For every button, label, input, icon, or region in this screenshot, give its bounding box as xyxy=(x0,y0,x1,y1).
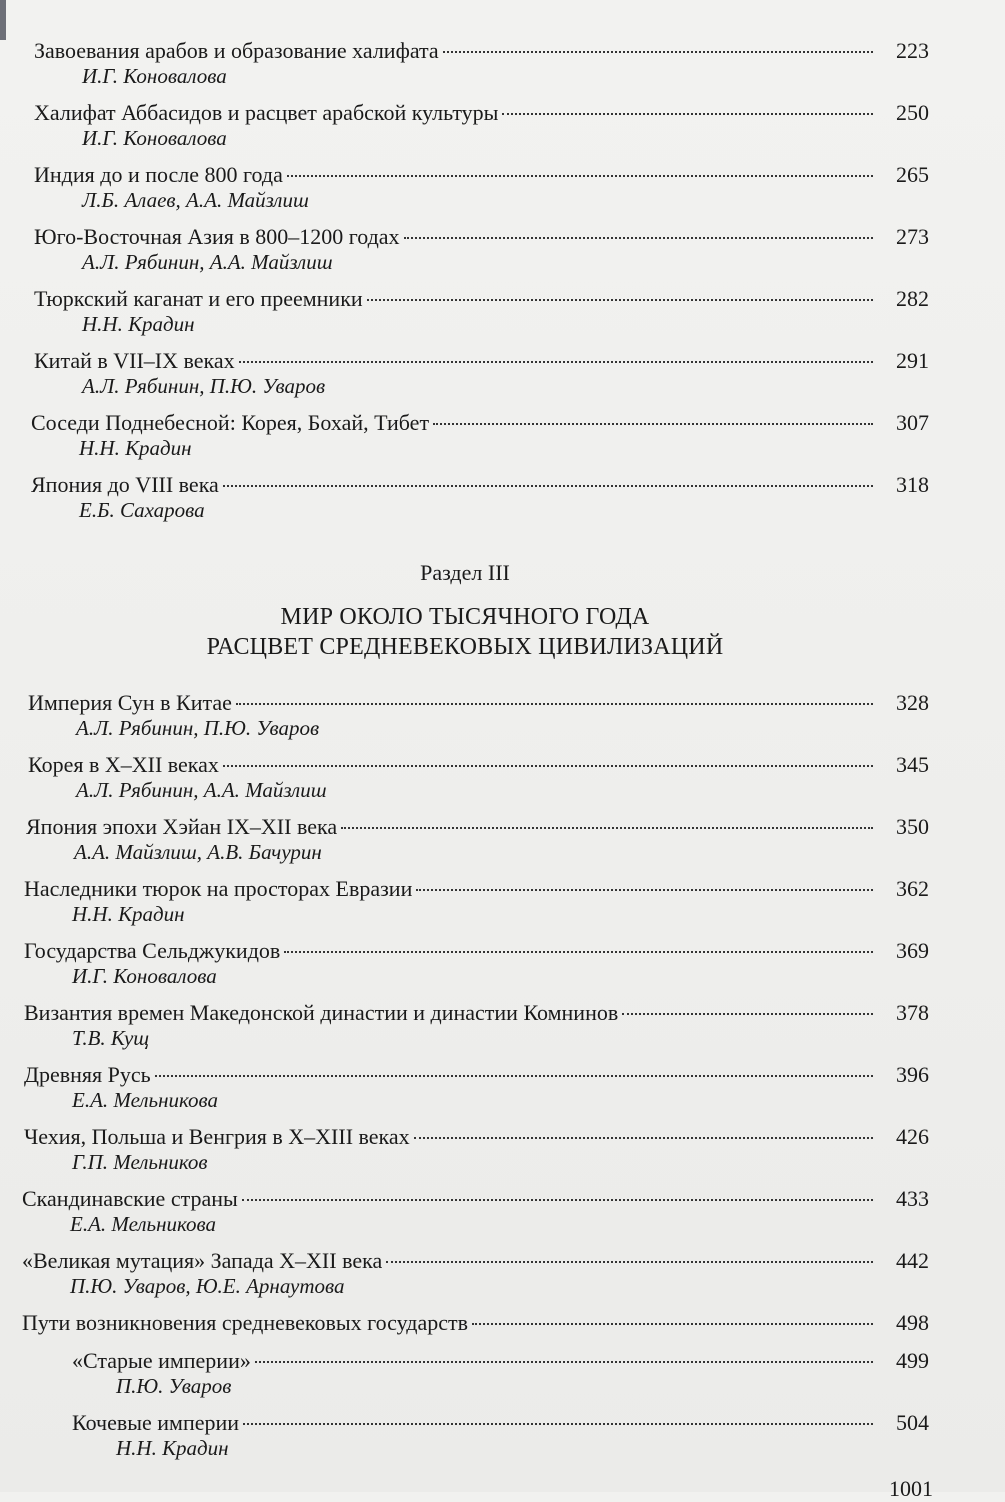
toc-page-number: 282 xyxy=(896,286,929,311)
dot-leader xyxy=(367,299,873,301)
dot-leader xyxy=(284,951,873,953)
dot-leader xyxy=(243,1423,873,1425)
toc-page-number: 396 xyxy=(896,1062,929,1087)
toc-page-number: 328 xyxy=(896,690,929,715)
toc-entry-author: Т.В. Кущ xyxy=(72,1026,150,1050)
toc-entry xyxy=(24,1124,929,1175)
toc-entry xyxy=(24,1062,929,1113)
dot-leader xyxy=(386,1261,873,1263)
toc-page-number: 273 xyxy=(896,224,929,249)
toc-page-number: 362 xyxy=(896,876,929,901)
toc-entry-author: Н.Н. Крадин xyxy=(72,902,185,926)
toc-page-number: 498 xyxy=(896,1310,929,1335)
dot-leader xyxy=(416,889,873,891)
toc-entry-title: Китай в VII–IX веках xyxy=(34,348,235,373)
toc-entry-title: Юго-Восточная Азия в 800–1200 годах xyxy=(34,224,400,249)
toc-entry-title: Империя Сун в Китае xyxy=(28,690,232,715)
section-label: Раздел III xyxy=(420,560,510,585)
toc-entry-title: Соседи Поднебесной: Корея, Бохай, Тибет xyxy=(31,410,430,435)
toc-entry-author: Л.Б. Алаев, А.А. Майзлиш xyxy=(82,188,309,212)
toc-page-number: 369 xyxy=(896,938,929,963)
toc-page-number: 378 xyxy=(896,1000,929,1025)
section-heading xyxy=(0,560,930,662)
toc-entry xyxy=(24,938,929,989)
toc-entry-author: А.Л. Рябинин, А.А. Майзлиш xyxy=(82,250,333,274)
toc-entry-author: И.Г. Коновалова xyxy=(82,64,227,88)
toc-entry-author: А.А. Майзлиш, А.В. Бачурин xyxy=(74,840,322,864)
dot-leader xyxy=(622,1013,873,1015)
section-title-line-2: РАСЦВЕТ СРЕДНЕВЕКОВЫХ ЦИВИЛИЗАЦИЙ xyxy=(206,634,724,660)
dot-leader xyxy=(443,51,873,53)
toc-entry xyxy=(22,1186,929,1237)
toc-entry xyxy=(34,38,929,89)
toc-entry-title: Япония до VIII века xyxy=(31,472,219,497)
toc-entry xyxy=(34,348,929,399)
dot-leader xyxy=(242,1199,873,1201)
toc-subentry xyxy=(72,1410,929,1461)
toc-entry xyxy=(31,410,929,461)
book-spine-edge xyxy=(0,0,6,40)
toc-page-number: 318 xyxy=(896,472,929,497)
toc-entry xyxy=(34,224,929,275)
toc-entry-author: Н.Н. Крадин xyxy=(79,436,192,460)
toc-entry-title: Индия до и после 800 года xyxy=(34,162,283,187)
toc-entry-author: Г.П. Мельников xyxy=(72,1150,208,1174)
toc-entry xyxy=(34,162,929,213)
dot-leader xyxy=(239,361,873,363)
toc-page-number: 426 xyxy=(896,1124,929,1149)
dot-leader xyxy=(502,113,873,115)
dot-leader xyxy=(236,703,873,705)
toc-page-number: 265 xyxy=(896,162,929,187)
toc-page-number: 223 xyxy=(896,38,929,63)
dot-leader xyxy=(414,1137,873,1139)
toc-entry-author: Е.Б. Сахарова xyxy=(79,498,205,522)
toc-entry-author: А.Л. Рябинин, А.А. Майзлиш xyxy=(76,778,327,802)
dot-leader xyxy=(223,485,873,487)
toc-page-number: 350 xyxy=(896,814,929,839)
page-number: 1001 xyxy=(889,1476,933,1501)
toc-page-number: 442 xyxy=(896,1248,929,1273)
toc-entry-title: Наследники тюрок на просторах Евразии xyxy=(24,876,413,901)
toc-entry-title: Тюркский каганат и его преемники xyxy=(34,286,363,311)
toc-subentry xyxy=(72,1348,929,1399)
toc-page-number: 499 xyxy=(896,1348,929,1373)
dot-leader xyxy=(404,237,873,239)
toc-entry-title: «Великая мутация» Запада X–XII века xyxy=(22,1248,383,1273)
toc-entry xyxy=(22,1310,929,1336)
toc-page-number: 291 xyxy=(896,348,929,373)
toc-entry xyxy=(34,286,929,337)
toc-entry xyxy=(28,752,929,803)
toc-entry-author: П.Ю. Уваров, Ю.Е. Арнаутова xyxy=(70,1274,345,1298)
toc-entry-title: Халифат Аббасидов и расцвет арабской культуры xyxy=(34,100,499,125)
toc-entry xyxy=(22,1248,929,1299)
dot-leader xyxy=(287,175,873,177)
toc-page-number: 345 xyxy=(896,752,929,777)
dot-leader xyxy=(433,423,873,425)
toc-page-number: 250 xyxy=(896,100,929,125)
toc-entry xyxy=(24,1000,929,1051)
toc-entry xyxy=(31,472,929,523)
toc-entry-author: И.Г. Коновалова xyxy=(72,964,217,988)
dot-leader xyxy=(472,1323,873,1325)
toc-entry-title: Кочевые империи xyxy=(72,1410,240,1435)
toc-entry-author: А.Л. Рябинин, П.Ю. Уваров xyxy=(82,374,326,398)
toc-entry xyxy=(34,100,929,151)
toc-entry-author: Н.Н. Крадин xyxy=(116,1436,229,1460)
toc-entry xyxy=(24,876,929,927)
dot-leader xyxy=(155,1075,873,1077)
toc-entry xyxy=(26,814,929,865)
dot-leader xyxy=(255,1361,873,1363)
toc-entry-author: Н.Н. Крадин xyxy=(82,312,195,336)
toc-entry-author: Е.А. Мельникова xyxy=(70,1212,217,1236)
section-title-line-1: МИР ОКОЛО ТЫСЯЧНОГО ГОДА xyxy=(280,604,650,630)
toc-entry-title: Государства Сельджукидов xyxy=(24,938,281,963)
toc-entry-title: «Старые империи» xyxy=(72,1348,251,1373)
toc-entry-author: И.Г. Коновалова xyxy=(82,126,227,150)
toc-entry-author: Е.А. Мельникова xyxy=(72,1088,219,1112)
dot-leader xyxy=(341,827,873,829)
toc-entry-author: П.Ю. Уваров xyxy=(116,1374,232,1398)
toc-entry-title: Пути возникновения средневековых государств xyxy=(22,1310,468,1335)
toc-entry-title: Византия времен Македонской династии и династии Комнинов xyxy=(24,1000,619,1025)
toc-entry-title: Завоевания арабов и образование халифата xyxy=(34,38,439,63)
toc-entry-title: Корея в X–XII веках xyxy=(28,752,219,777)
dot-leader xyxy=(223,765,873,767)
toc-entry-title: Древняя Русь xyxy=(24,1062,151,1087)
toc-page-number: 504 xyxy=(896,1410,929,1435)
toc-entry-title: Скандинавские страны xyxy=(22,1186,238,1211)
toc-entry-title: Чехия, Польша и Венгрия в X–XIII веках xyxy=(24,1124,410,1149)
toc-entry xyxy=(28,690,929,741)
toc-entry-title: Япония эпохи Хэйан IX–XII века xyxy=(26,814,338,839)
toc-page-number: 307 xyxy=(896,410,929,435)
toc-page-number: 433 xyxy=(896,1186,929,1211)
toc-entry-author: А.Л. Рябинин, П.Ю. Уваров xyxy=(76,716,320,740)
